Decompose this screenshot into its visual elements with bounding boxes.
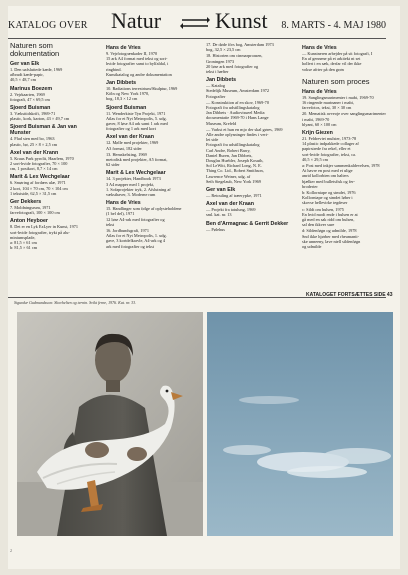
catalog-entry: 8. Det er en Lyk ExLyer in Kunst, 1971 sort-hvide fotografier, trykt på alu- miniumsplade, a: 81,5 × 61 cm b: 81,5 × 61 cm	[10, 224, 79, 251]
catalog-entry: 13. Hemskelsting, 1969 metodisk med projekter, A5 format, 62 sider	[106, 151, 168, 168]
catalog-block	[10, 174, 98, 196]
artist-name: Ger van Elk	[206, 187, 236, 194]
catalog-block	[10, 86, 98, 102]
catalog-entry: c: Sildt om hulsen, 1975 En hvid modi ende i bulsen er at gå med en sak ridd om bulsen, sal den ikkver sure	[302, 206, 358, 228]
artist-name: Hans de Vries	[302, 88, 337, 95]
artist-name: Axel van der Kraan	[206, 201, 254, 208]
catalog-entry: 19. Sanglingsmarimenter i mabi, 1969-70 16 ringende marinaner i mabi, farvefotos, tekst, 30 × 30 cm	[302, 94, 374, 111]
exchange-arrows-icon	[180, 15, 210, 31]
artist-name: Jan Dibbets	[206, 77, 237, 84]
catalog-block	[10, 218, 98, 250]
masthead-dates: 8. MARTS - 4. MAJ 1980	[281, 20, 386, 31]
catalog-column-3	[206, 42, 298, 233]
catalog-entry: — Konstruktion af en skov, 1969-70 Fotografi fra udstillingskatalog Jan Dibbets · Audiovisueel Media documentatie 1969-70 i Hans Lange Museum, Krefeld	[206, 99, 269, 126]
artist-name: Sjoerd Buisman & Jan van Munster	[10, 124, 77, 137]
catalog-entry: 17. De døde fórs bog, Amsterdam 1973 bog, 32,5 × 23,5 cm	[206, 42, 274, 53]
catalog-block	[106, 200, 198, 249]
catalog-block	[206, 77, 298, 184]
catalog-entry: — Pølehus	[206, 226, 225, 232]
catalog-block	[10, 150, 98, 172]
catalog-block	[206, 221, 298, 232]
catalog-block	[10, 61, 98, 83]
catalog-entry: — Katalog Stedelijk Museum, Amsterdam 1972 Fotografier	[206, 83, 270, 99]
continues-note: KATALOGET FORTSÆTTES SIDE 43	[306, 292, 393, 298]
artist-name: Marit & Lex Wechgelaar	[106, 170, 166, 177]
masthead	[8, 8, 386, 34]
catalog-entry: — Retouling af træerypke, 1971	[206, 193, 262, 199]
catalog-entry: 16. Jordbundsgrafi, 1971 Atlas for et Nyt Metropolis, 1. udg. gave, 3 kortdelkarvle, A4-ark og 4 ark med fotografier og tekst	[106, 228, 167, 249]
catalog-entry: b: Kollorniape og stmdet, 1976 Kollorniape og stmdet løber i skovse hellevirke tegdeser	[302, 190, 356, 206]
section-title: Naturen som dokumentation	[10, 41, 60, 58]
catalog-entry: 2. Vejrkaarten, 1969 fotografi, 47 × 69,5 cm	[10, 91, 50, 102]
artist-name: Ben d'Armagnac & Gerrit Dekker	[206, 220, 289, 227]
catalog-block	[106, 80, 198, 102]
catalog-entry: 18. Historien om cinmarproasen, Groningen 1973 20 løse ark med fotografier og tekst i hæfter	[206, 53, 263, 75]
sky-photo-illustration	[207, 312, 393, 536]
catalog-block	[10, 105, 98, 121]
catalog-entry: 7. Moldningsrum, 1971 farvefotografi, 100 × 100 cm	[10, 205, 60, 216]
catalog-entry: 6. Smøring af fordærs ulæ, 1971 2 kort, 104 × 70 cm, 70 × 104 cm 1 tekstside, 62,5 × 31,5 cm	[10, 180, 68, 196]
catalog-entry: — Projekt fra tatulung, 1969 sml. kat. nr. 13	[206, 207, 256, 218]
catalog-entry: 9. Vejrfotogrænkader II, 1970 15 ark A4 format med tekst og sort- hvide fotografier samt to bylfaldal, i ringbind. Kunstkatalog og andre dokumentation	[106, 51, 172, 77]
catalog-entry: 5. Kraus Park pyrolit, Haarlem, 1970 2 sort-hvide fotografier, 70 × 100 cm, 1 postkort, 8,7 × 14 cm	[10, 155, 74, 172]
catalog-block	[10, 199, 98, 215]
goose-photo-illustration	[17, 312, 203, 536]
catalog-column-1	[10, 42, 98, 251]
artist-name: Sjoerd Buisman	[10, 105, 51, 112]
masthead-title-natur: Natur	[111, 8, 162, 33]
artist-name: Sjoerd Buisman	[106, 104, 147, 111]
catalog-block	[106, 134, 198, 167]
catalog-entry: a: Post med inkjer sammenkaldevelsen, 1978 At havre en post med et ulige anrid kollorbien om halters bjælker med bulletsfisk og fer- broderier	[302, 163, 380, 189]
page-number: 2	[10, 548, 12, 553]
section-title: Naturen som proces	[302, 76, 370, 86]
catalog-entry: — Kunstneren arbejder på sit fotografi, I En af gennene på et arkitekt nt set hollert i en sæk, derfar vil der ikke vokse afrter på den grøn	[302, 51, 373, 72]
catalog-entry: 4. Flad sten med bo, 1963 plastic, bø, 25 × 8 × 2,5 cm	[10, 136, 58, 147]
artist-name: Ger Dekkers	[10, 199, 42, 206]
catalog-entry: 3. Væksttidskrift, 1969-71 plastic, kork, karton, 43 × 49,7 cm	[10, 111, 70, 122]
catalog-entry: — Varkst et hun en mjo der skal gøres, 1969 Alle andre oplysninger findes i vert- let side Fotografi fra udstillingskatalog Carl Andre, Robert Barry, Daniel Buren, Jan Dibbets, Douglas Huebler, Joseph Kosuth, Sol LeWitt, Richard Long, N. E. Thing Co. Ltd., Robert Smithson, Lawrence Weiner, udg. af Seth Siegelaub, New York 1969	[206, 126, 283, 184]
catalog-block	[302, 45, 390, 72]
catalog-entry: 20. Mematisk avveoje over sanglingsmarimenter i mabi, 1969-70 blyant, 60 × 100 cm	[302, 111, 386, 127]
artist-name: Hans de Vries	[302, 45, 337, 51]
catalog-column-2	[106, 42, 198, 250]
artist-name: Axel van der Krann	[10, 149, 59, 156]
artist-name: Axel van der Kraan	[106, 134, 154, 141]
artist-name: Marinus Boezem	[10, 85, 53, 92]
artist-name: Hans de Vries	[106, 200, 141, 207]
catalog-entry: 1. Den uafsluttede kæde, 1969 afbrudt kæde-papir, 40,5 × 48,7 cm	[10, 67, 63, 83]
catalog-entry: d: Sildenføgn og udmilde, 1978 Snd ikke hjørber med rheumanti- ske unneeny, lave niell sildenføgn og udmilde	[302, 228, 361, 250]
catalog-block	[302, 130, 390, 249]
artist-name: Krijn Giezen	[302, 130, 333, 137]
artist-name: Jan Dibbets	[106, 80, 137, 87]
artist-name: Ger van Elk	[10, 61, 40, 67]
artist-name: Marit & Lex Wechgelaar	[10, 174, 70, 181]
photo-caption: Sigurdur Gudmundsson: Skovhelten og ternin. Svikt ferne, 1976. Kat. nr. 33.	[14, 300, 137, 305]
catalog-block	[106, 170, 198, 197]
catalog-block	[10, 124, 98, 146]
catalog-entry: 10. Radiations terrestrium/Skulptur, 1969 Köln og New York 1970, bog, 18,3 × 12 cm	[106, 86, 178, 102]
catalog-entry: 15. Handlinger som følge af oplysteholdene (1 bel del), 1971 12 løse A4-ark med fotografier og tekst	[106, 206, 182, 227]
artist-name: Hans de Vries	[106, 45, 141, 51]
catalog-entry: 12. Mølle med projekter, 1969 A3 format, 182 sider	[106, 140, 159, 151]
artist-name: Anton Heyboer	[10, 218, 48, 225]
masthead-rule	[8, 38, 386, 39]
photo-sky	[207, 312, 393, 536]
catalog-block	[206, 187, 298, 198]
catalog-entry: 14. 3 projekter, Handbook 1973 3 A4 mapper med 1 projekt, 1. Sofaprojekter tryk, 2. Afslutning af væksthaver, 3. Moderne rum	[106, 176, 171, 198]
catalog-block	[206, 201, 298, 217]
catalog-column-4	[302, 42, 390, 250]
catalog-entry: 11. Wenderkiste Tyn Projekt, 1971 Atlas for et Nyt Metropolis, 5. udg. gaver, 8 løse A4 ark samt 1 ark med fotografier og 1 ark med kort	[106, 110, 168, 132]
masthead-label: KATALOG OVER	[8, 20, 88, 31]
catalog-block	[206, 42, 298, 74]
catalog-block	[302, 89, 390, 127]
catalog-entry: 21. Feldreviet mulster, 1973-78 14 plastic indpakkede collager af papirstrede fra rekel, eller et sort-hvide fotografier, tekst, ca. 40,5 × 29,5 cm	[302, 136, 359, 162]
masthead-title-kunst: Kunst	[215, 8, 268, 33]
catalog-block	[106, 45, 198, 77]
catalog-block	[106, 105, 198, 132]
photo-person-with-goose	[17, 312, 203, 536]
